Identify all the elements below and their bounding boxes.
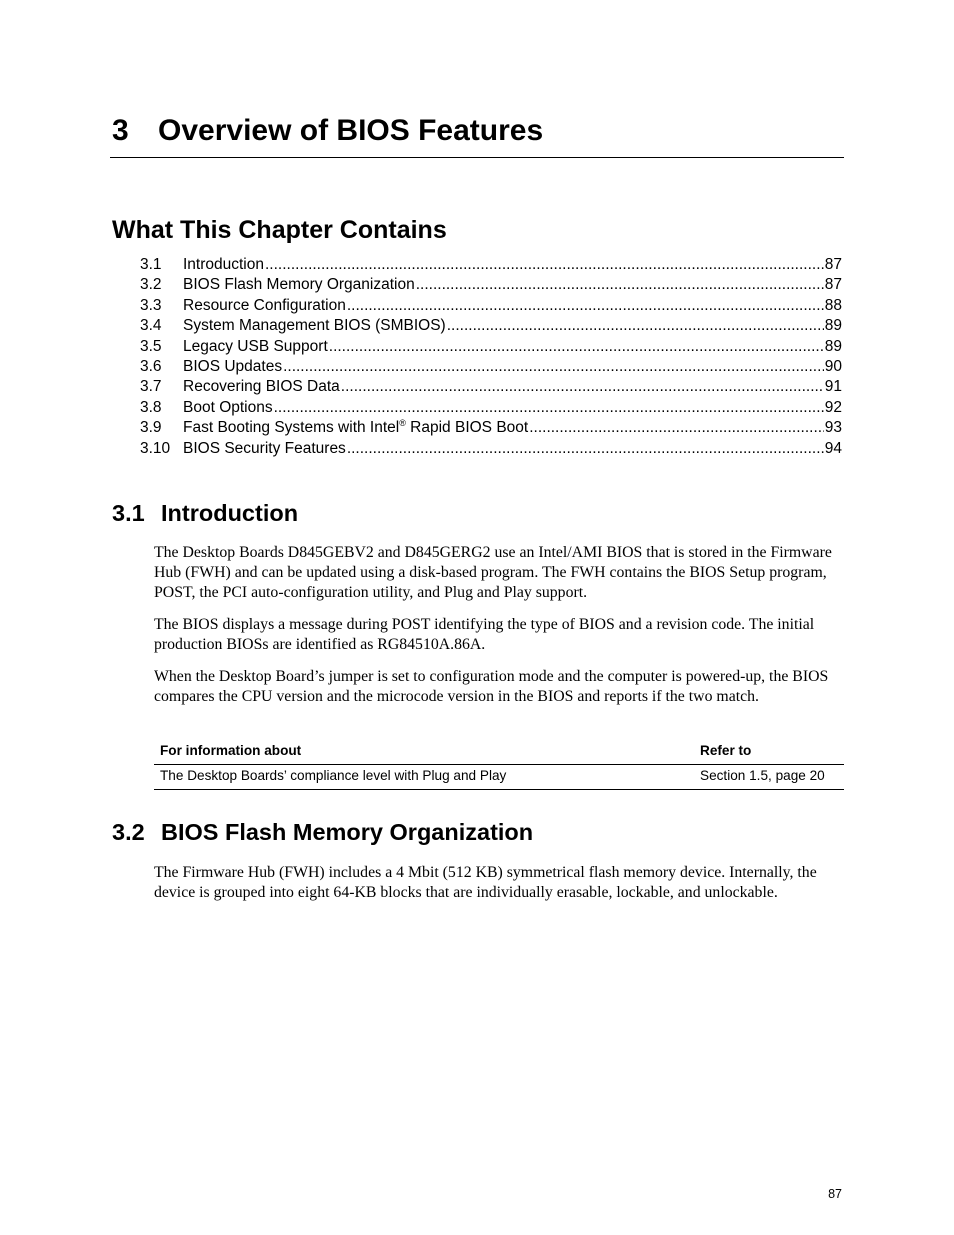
toc-entry-page: 90 [824, 357, 842, 375]
toc-entry-number: 3.1 [140, 256, 162, 273]
toc-entry-introduction[interactable] [140, 255, 842, 275]
toc-entry-page: 92 [824, 398, 842, 416]
section-title: Introduction [161, 500, 299, 526]
toc-dot-leader [274, 398, 824, 418]
toc-entry-smbios[interactable] [140, 316, 842, 336]
toc-entry-page: 94 [824, 439, 842, 457]
toc-entry-page: 87 [824, 276, 842, 294]
toc-dot-leader [341, 377, 824, 397]
table-row [154, 765, 844, 790]
section-heading-bios-flash-memory [112, 817, 533, 847]
paragraph: When the Desktop Board’s jumper is set to configuration mode and the computer is powered-up, the BIOS compares the CPU version and the microcode version in the BIOS and reports if the two match. [154, 668, 829, 706]
toc-dot-leader [283, 357, 824, 377]
toc-entry-label: BIOS Security Features [183, 439, 346, 457]
toc-entry-boot-options[interactable] [140, 398, 842, 418]
toc-entry-bios-flash-memory[interactable] [140, 275, 842, 295]
toc-heading: What This Chapter Contains [112, 216, 447, 244]
toc-entry-legacy-usb[interactable] [140, 337, 842, 357]
toc-entry-label: System Management BIOS (SMBIOS) [183, 317, 446, 335]
toc-entry-recovering-bios[interactable] [140, 377, 842, 397]
toc-entry-label: BIOS Updates [183, 357, 283, 375]
toc-entry-number: 3.9 [140, 419, 162, 437]
toc-entry-page: 93 [824, 419, 842, 437]
toc-entry-page: 87 [824, 256, 842, 273]
section-heading-introduction [112, 498, 298, 528]
toc-entry-bios-security[interactable] [140, 439, 842, 459]
paragraph: The Firmware Hub (FWH) includes a 4 Mbit (512 KB) symmetrical flash memory device. Internally, the device is grouped into eight 64-KB blocks that are individually erasable, lockable, and unlockable. [154, 864, 817, 902]
table-cell-reference[interactable]: Section 1.5, page 20 [694, 765, 844, 790]
toc-dot-leader [447, 316, 824, 336]
toc-entry-number: 3.3 [140, 296, 162, 314]
toc-entry-number: 3.7 [140, 378, 162, 396]
toc-entry-label [183, 418, 528, 438]
toc-dot-leader [329, 337, 824, 357]
toc-entry-fast-booting[interactable] [140, 418, 842, 438]
toc-entry-page: 89 [824, 337, 842, 355]
toc-entry-label: BIOS Flash Memory Organization [183, 276, 415, 294]
toc-entry-label: Legacy USB Support [183, 337, 328, 355]
toc-dot-leader [347, 439, 824, 459]
chapter-title-rule [110, 157, 844, 158]
toc-entry-label-part: Fast Booting Systems with Intel [183, 419, 400, 437]
section-number: 3.1 [112, 500, 145, 526]
cross-reference-table [154, 740, 844, 790]
toc-entry-label: Introduction [183, 256, 264, 273]
toc-entry-page: 88 [824, 296, 842, 314]
toc-entry-number: 3.6 [140, 357, 162, 375]
toc-dot-leader [416, 275, 824, 295]
toc-dot-leader [347, 296, 824, 316]
toc-entry-number: 3.5 [140, 337, 162, 355]
paragraph: The BIOS displays a message during POST identifying the type of BIOS and a revision code. The initial production BIOSs are identified as RG84510A.86A. [154, 616, 815, 654]
chapter-title [112, 112, 844, 150]
page-number: 87 [828, 1187, 842, 1201]
toc-entry-page: 91 [824, 378, 842, 396]
chapter-title-text: Overview of BIOS Features [158, 114, 544, 147]
toc-entry-number: 3.10 [140, 439, 171, 457]
table-cell: The Desktop Boards’ compliance level with Plug and Play [154, 765, 694, 790]
table-header-cell: For information about [154, 740, 694, 765]
toc-entry-label: Resource Configuration [183, 296, 346, 314]
toc-entry-resource-configuration[interactable] [140, 296, 842, 316]
paragraph: The Desktop Boards D845GEBV2 and D845GERG2 use an Intel/AMI BIOS that is stored in the Firmware Hub (FWH) and can be updated using a disk-based program. The FWH contains the BIOS Setup program, POST, the PCI auto-configuration utility, and Plug and Play support. [154, 544, 832, 602]
toc-entry-number: 3.8 [140, 398, 162, 416]
toc-entry-label: Recovering BIOS Data [183, 378, 340, 396]
section-number: 3.2 [112, 819, 145, 845]
toc-entry-page: 89 [824, 317, 842, 335]
toc-entry-number: 3.4 [140, 317, 162, 335]
table-of-contents [140, 255, 842, 459]
toc-dot-leader [529, 418, 824, 438]
table-header-row [154, 740, 844, 765]
toc-entry-label: Boot Options [183, 398, 273, 416]
toc-entry-number: 3.2 [140, 276, 162, 294]
toc-entry-bios-updates[interactable] [140, 357, 842, 377]
toc-dot-leader [265, 255, 824, 275]
registered-trademark-mark: ® [399, 417, 406, 428]
toc-entry-label-part: Rapid BIOS Boot [405, 419, 529, 437]
table-header-cell: Refer to [694, 740, 844, 765]
section-title: BIOS Flash Memory Organization [161, 819, 534, 845]
chapter-number: 3 [112, 114, 129, 147]
